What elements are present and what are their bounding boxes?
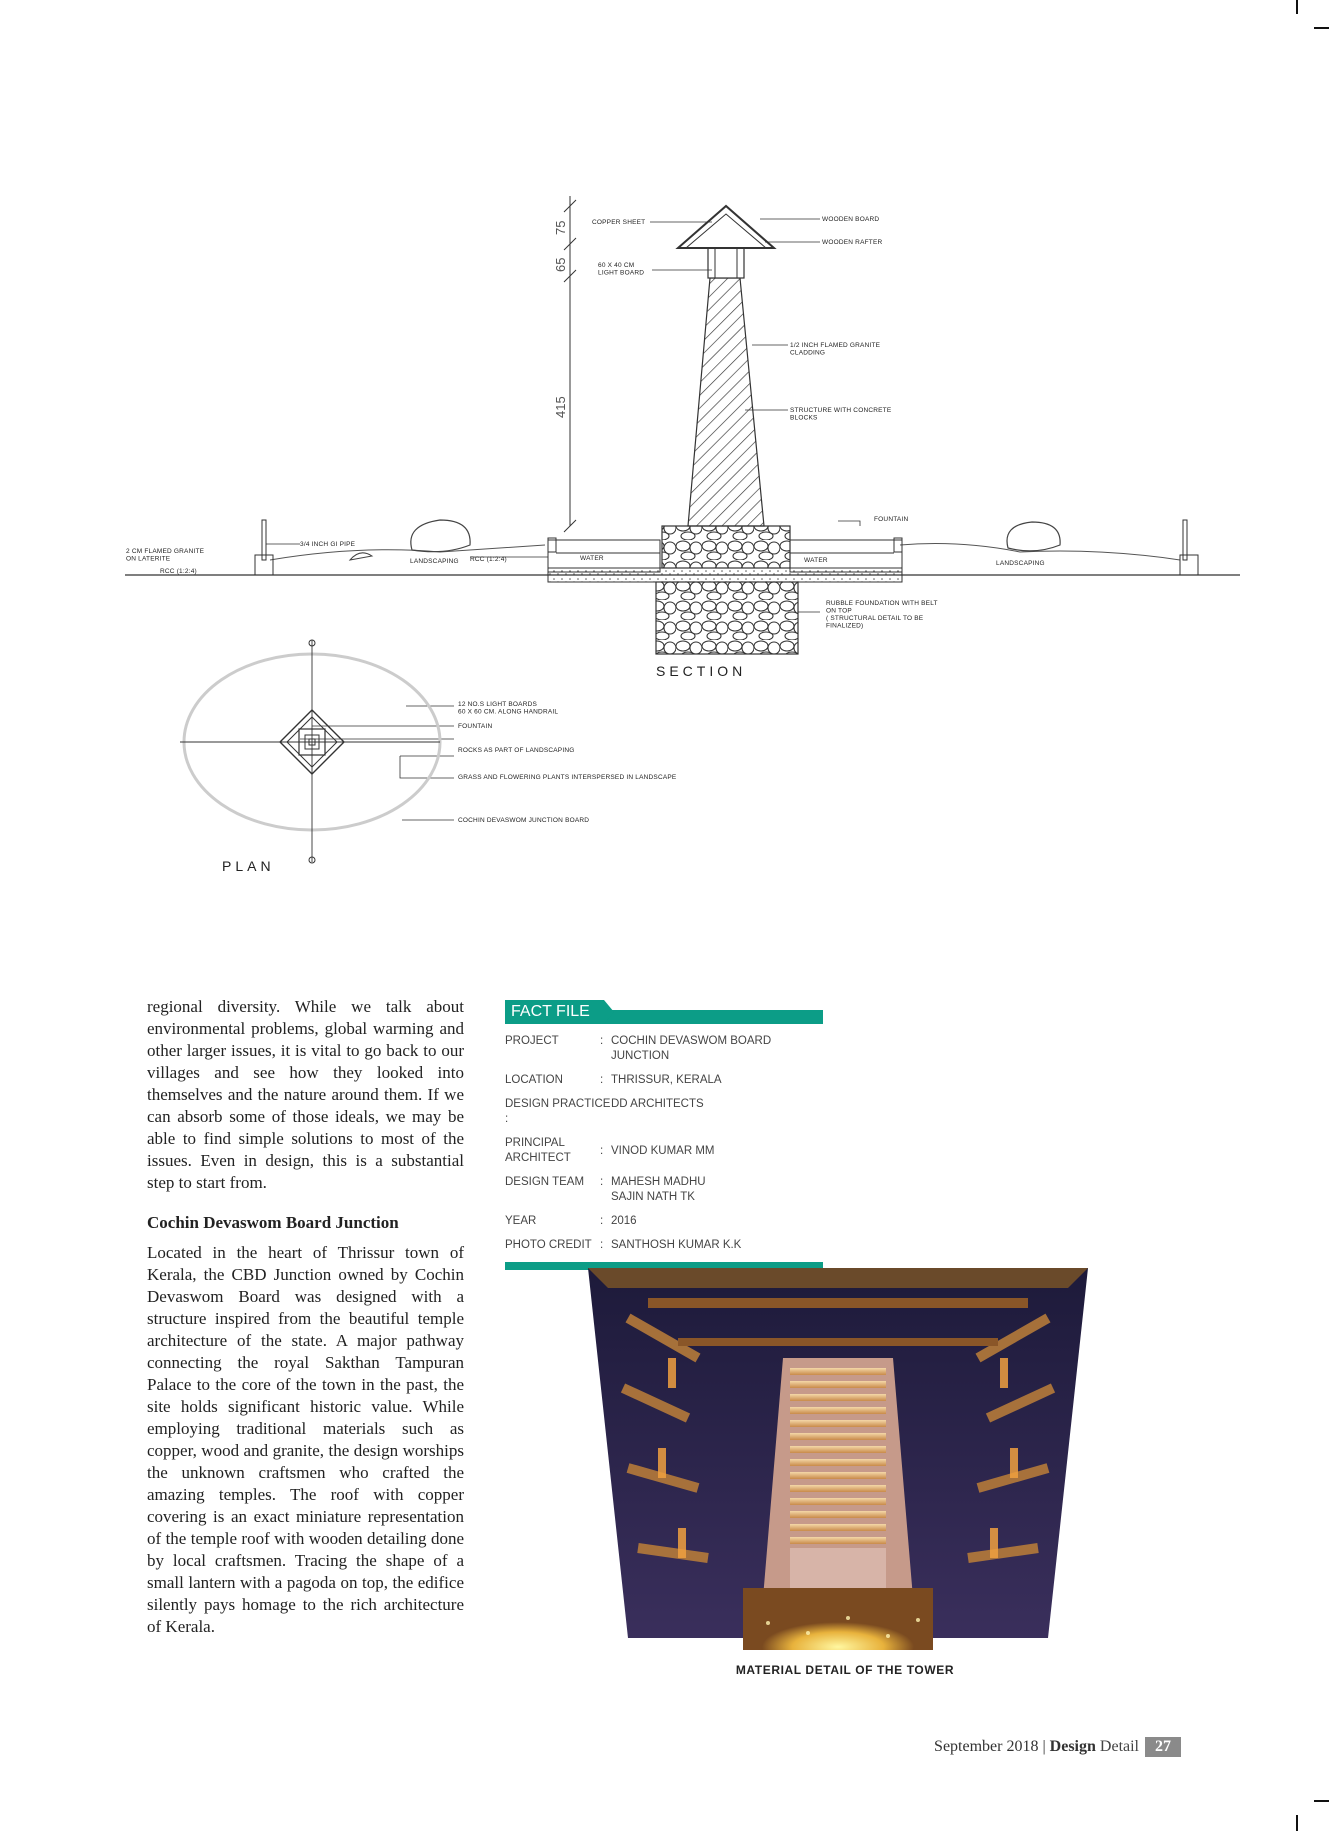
label-concrete-blocks: STRUCTURE WITH CONCRETE BLOCKS	[790, 407, 892, 422]
fact-file-header	[505, 1000, 823, 1024]
fact-label: LOCATION	[505, 1074, 563, 1086]
rcc-slab	[548, 568, 902, 582]
label-copper-sheet: COPPER SHEET	[592, 219, 646, 226]
label-granite-cladding: 1/2 INCH FLAMED GRANITE CLADDING	[790, 342, 881, 357]
fact-row	[505, 1214, 823, 1229]
page-footer	[934, 1736, 1181, 1758]
fact-colon: :	[600, 1239, 604, 1251]
tower-base	[662, 526, 790, 568]
page-number: 27	[1145, 1737, 1181, 1757]
fact-value: MAHESH MADHU SAJIN NATH TK	[611, 1176, 706, 1203]
fact-row	[505, 1073, 823, 1088]
label-gi-pipe: 3/4 INCH GI PIPE	[300, 541, 356, 548]
label-plan-board: COCHIN DEVASWOM JUNCTION BOARD	[458, 817, 590, 824]
rock	[350, 553, 372, 560]
label-water-left: WATER	[580, 555, 604, 562]
magazine-name-regular: Detail	[1099, 1738, 1139, 1755]
dimension-75: 75	[553, 220, 568, 235]
issue-date: September 2018 |	[934, 1738, 1046, 1755]
label-wooden-board: WOODEN BOARD	[822, 216, 880, 223]
tower-shaft	[688, 278, 764, 526]
label-water-right: WATER	[804, 557, 828, 564]
label-rcc-mid: RCC (1:2:4)	[470, 556, 507, 563]
tower-material-photo	[528, 1248, 1148, 1656]
fact-colon: :	[600, 1144, 604, 1157]
fact-label: DESIGN TEAM	[505, 1176, 585, 1188]
pool-right	[790, 540, 902, 572]
fact-label: PROJECT	[505, 1035, 559, 1047]
fact-value: DD ARCHITECTS	[611, 1098, 704, 1110]
article-paragraph: regional diversity. While we talk about environmental problems, global warming and other larger issues, it is vital to go back to our villages and see how they looked into themselves and the nature around them. If we can absorb some of those ideals, we may be able to find simple solutions to most of the issues. Even in design, this is a substantial step to start from.	[147, 997, 464, 1192]
label-rcc-left: RCC (1:2:4)	[160, 568, 197, 575]
rock	[1007, 522, 1060, 551]
article-paragraph: Located in the heart of Thrissur town of Kerala, the CBD Junction owned by Cochin Devaswom Board was designed with a structure inspired from the beautiful temple architecture of the state. A major pathway connecting the royal Sakthan Tampuran Palace to the core of the town in the past, the site holds significant historic value. While employing traditional materials such as copper, wood and granite, the design worships the unknown craftsmen who crafted the amazing temples. The roof with copper covering is an exact miniature representation of the temple roof with wooden detailing done by local craftsmen. Tracing the shape of a small lantern with a pagoda on top, the edifice silently pays homage to the rich architecture of Kerala.	[147, 1243, 464, 1636]
label-plan-grass: GRASS AND FLOWERING PLANTS INTERSPERSED IN LANDSCAPE	[458, 774, 677, 781]
label-landscaping-left: LANDSCAPING	[410, 558, 459, 565]
fact-row	[505, 1097, 823, 1127]
fact-colon: :	[600, 1215, 604, 1227]
rock	[411, 520, 470, 552]
label-fountain: FOUNTAIN	[874, 516, 909, 523]
landscape-mound	[900, 544, 1180, 560]
fact-value: COCHIN DEVASWOM BOARD JUNCTION	[611, 1035, 772, 1062]
fact-colon: :	[600, 1035, 604, 1047]
handrail-post	[1183, 520, 1187, 560]
fact-file-box	[505, 1000, 823, 1270]
article-body	[147, 996, 464, 1656]
plan-title: PLAN	[222, 858, 275, 874]
fact-file-title: FACT FILE	[505, 1000, 604, 1024]
fact-label: PRINCIPAL ARCHITECT	[505, 1137, 571, 1164]
fact-row	[505, 1175, 823, 1205]
label-flamed-granite: 2 CM FLAMED GRANITE ON LATERITE	[126, 548, 205, 563]
lantern-box	[708, 248, 744, 278]
fact-value: 2016	[611, 1215, 637, 1227]
fact-value: SANTHOSH KUMAR K.K	[611, 1239, 742, 1251]
label-rubble-foundation: RUBBLE FOUNDATION WITH BELT ON TOP ( STRUCTURAL DETAIL TO BE FINALIZED)	[826, 600, 938, 630]
pool-left	[548, 540, 660, 572]
label-light-board: 60 X 40 CM LIGHT BOARD	[598, 262, 645, 277]
fact-file-rows	[505, 1034, 823, 1253]
fact-label: PHOTO CREDIT	[505, 1239, 592, 1251]
fact-label: YEAR	[505, 1215, 537, 1227]
photo-caption: MATERIAL DETAIL OF THE TOWER	[735, 1663, 955, 1677]
label-plan-rocks: ROCKS AS PART OF LANDSCAPING	[458, 747, 575, 754]
handrail-post	[262, 520, 266, 560]
article-subheading: Cochin Devaswom Board Junction	[147, 1213, 399, 1232]
fact-row	[505, 1034, 823, 1064]
fact-label: DESIGN PRACTICE :	[505, 1098, 611, 1125]
rubble-foundation	[656, 582, 798, 654]
crop-mark	[1314, 1800, 1329, 1802]
edge-block	[255, 555, 273, 575]
fact-colon: :	[600, 1176, 604, 1188]
label-plan-light-boards: 12 NO.S LIGHT BOARDS 60 X 60 CM. ALONG HANDRAIL	[458, 701, 559, 716]
fact-value: VINOD KUMAR MM	[611, 1144, 715, 1157]
crop-mark	[1296, 1815, 1298, 1831]
label-landscaping-right: LANDSCAPING	[996, 560, 1045, 567]
dimension-415: 415	[553, 396, 568, 418]
magazine-name-bold: Design	[1049, 1738, 1096, 1755]
fact-value: THRISSUR, KERALA	[611, 1074, 722, 1086]
fact-colon: :	[600, 1074, 604, 1086]
section-title: SECTION	[656, 663, 747, 679]
glowing-base	[743, 1588, 933, 1650]
fact-row	[505, 1136, 823, 1166]
label-plan-fountain: FOUNTAIN	[458, 723, 493, 730]
dimension-65: 65	[553, 257, 568, 272]
pagoda-roof	[678, 206, 774, 248]
label-wooden-rafter: WOODEN RAFTER	[822, 239, 883, 246]
